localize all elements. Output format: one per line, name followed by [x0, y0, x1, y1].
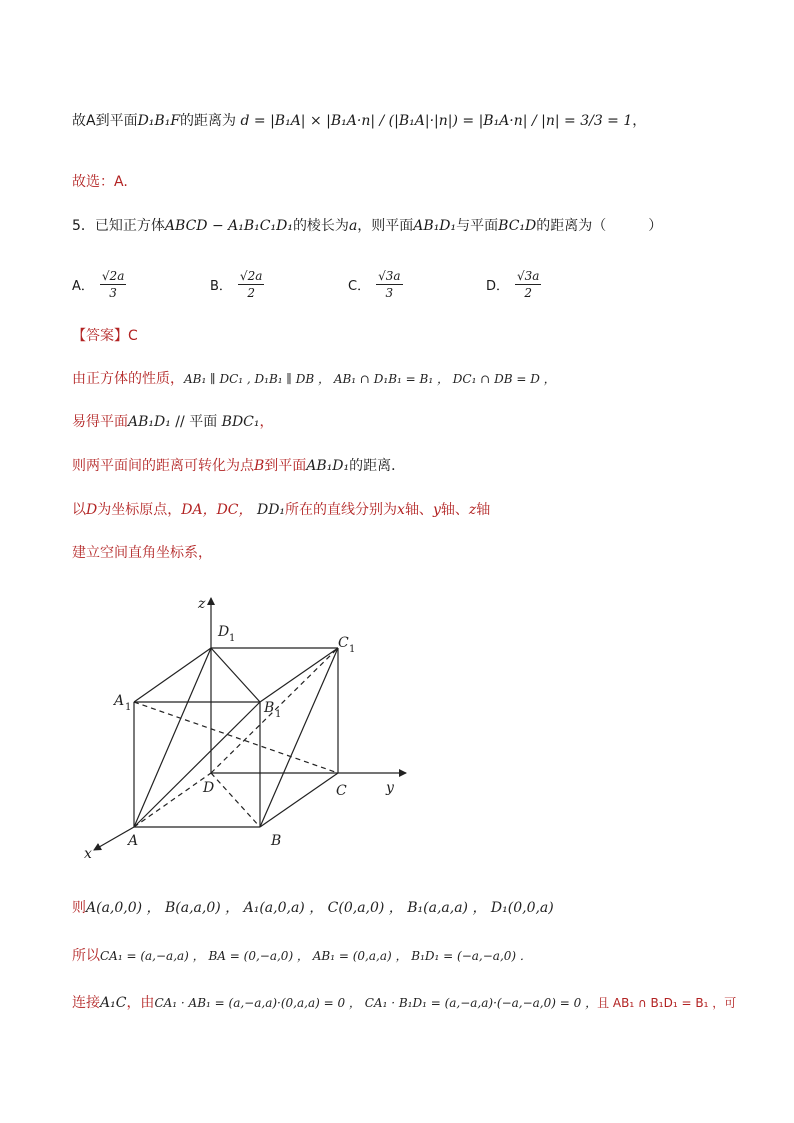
distance-result-line [72, 111, 646, 131]
option-b [210, 268, 266, 301]
step-3-mid: 到平面 [264, 458, 307, 474]
hidden-db [211, 773, 260, 827]
step-3 [72, 456, 405, 476]
cube-figure [80, 592, 420, 864]
step-6 [72, 898, 554, 918]
label-x: x [84, 846, 92, 862]
distance-formula: d = |B₁A| × |B₁A·n| / (|B₁A|·|n|) = |B₁A·n| / |n| = 3/3 = 1 [240, 113, 633, 129]
label-d1-sub: 1 [229, 633, 236, 644]
label-a1: A [114, 693, 125, 709]
answer-tag: 【答案】 [72, 328, 128, 344]
step-8-mid: ，由 [126, 995, 155, 1011]
step-6-text: 则 [72, 900, 86, 916]
question-plane2: BC₁D [498, 218, 537, 234]
step-4-origin: D [86, 502, 98, 518]
step-1-text: 由正方体的性质， [72, 371, 184, 387]
question-plane1: AB₁D₁ [413, 218, 457, 234]
answer-value: C [128, 328, 138, 344]
question-text-e: 的距离为（ ） [536, 218, 663, 234]
option-b-label: B． [210, 279, 232, 294]
step-3-point: B [254, 458, 265, 474]
step-7-text: 所以 [72, 948, 100, 964]
option-d-fraction [515, 268, 541, 301]
step-4-text: 以 [72, 502, 86, 518]
step-4-z: z [468, 502, 477, 518]
step-4-t3: 轴、 [404, 502, 433, 518]
step-3-plane: AB₁D₁ [306, 458, 350, 474]
step-3-end: 的距离． [349, 458, 406, 474]
step-4-mid: 为坐标原点， [97, 502, 182, 518]
option-a-fraction [100, 268, 126, 301]
choose-line: 故选：A. [72, 174, 128, 190]
step-4 [72, 500, 490, 520]
option-d-label: D． [486, 279, 510, 294]
option-c-label: C． [348, 279, 371, 294]
line-ab1 [134, 702, 260, 827]
label-c: C [336, 783, 347, 799]
option-c-fraction [376, 268, 402, 301]
step-2-plane2: BDC₁ [221, 414, 260, 430]
label-d1: D [218, 624, 230, 640]
option-b-num: √2a [239, 269, 263, 283]
option-d-num: √3a [517, 269, 540, 283]
label-y: y [386, 780, 394, 796]
distance-prefix: 故A到平面 [72, 113, 138, 129]
step-7-math: CA₁ = (a,−a,a) ， BA = (0,−a,0) ， AB₁ = (0,a,a) ， B₁D₁ = (−a,−a,0) ． [100, 949, 532, 963]
step-2-text: 易得平面 [72, 414, 128, 430]
label-b: B [271, 833, 282, 849]
label-b1-sub: 1 [275, 709, 282, 720]
option-b-den: 2 [247, 286, 255, 300]
question-a: a [348, 218, 358, 234]
step-6-math: A(a,0,0) ， B(a,a,0) ， A₁(a,0,a) ， C(0,a,0) ， B₁(a,a,a) ， D₁(0,0,a) [86, 900, 554, 916]
question-cube: ABCD − A₁B₁C₁D₁ [164, 218, 293, 234]
line-d1b1 [211, 648, 260, 702]
step-7 [72, 946, 532, 966]
step-5: 建立空间直角坐标系， [72, 545, 212, 561]
distance-suffix: ， [632, 113, 647, 129]
option-d-den: 2 [524, 286, 533, 300]
question-text-a: 已知正方体 [94, 218, 165, 234]
question-text-c: ，则平面 [357, 218, 414, 234]
step-4-y: y [432, 502, 441, 518]
step-4-dd1: DD₁ [256, 502, 286, 518]
step-2-end: ， [259, 414, 274, 430]
option-a-den: 3 [109, 286, 117, 300]
option-b-fraction [238, 268, 264, 301]
step-4-t5: 轴 [476, 502, 491, 518]
question-5 [72, 216, 662, 236]
step-1 [72, 369, 556, 389]
step-2 [72, 412, 274, 432]
option-a [72, 268, 128, 301]
step-8-end: 且 AB₁ ∩ B₁D₁ = B₁ ，可 [597, 996, 737, 1010]
step-8-text: 连接 [72, 995, 100, 1011]
label-z: z [198, 596, 206, 612]
option-c [348, 268, 405, 301]
label-a: A [128, 833, 139, 849]
option-d [486, 268, 543, 301]
label-b1: B [264, 700, 275, 716]
label-c1-sub: 1 [349, 644, 356, 655]
label-c1: C [338, 635, 349, 651]
question-text-d: 与平面 [456, 218, 499, 234]
label-a1-sub: 1 [125, 702, 132, 713]
step-8-a1c: A₁C [100, 995, 127, 1011]
option-c-den: 3 [385, 286, 394, 300]
step-8-math: CA₁ · AB₁ = (a,−a,a)·(0,a,a) = 0 ， CA₁ · B₁D₁ = (a,−a,a)·(−a,−a,0) = 0 ， [154, 996, 598, 1010]
step-2-plane1: AB₁D₁ [128, 414, 171, 430]
label-d: D [203, 780, 215, 796]
step-4-x: x [397, 502, 405, 518]
step-3-text: 则两平面间的距离可转化为点 [72, 458, 254, 474]
option-a-num: √2a [101, 269, 125, 283]
step-2-mid: // 平面 [170, 414, 222, 430]
answer-line [72, 326, 138, 346]
step-4-text2: 所在的直线分别为 [285, 502, 398, 518]
option-c-num: √3a [378, 269, 401, 283]
option-a-label: A． [72, 279, 94, 294]
hidden-a1c [134, 702, 338, 773]
step-1-math: AB₁ ∥ DC₁ , D₁B₁ ∥ DB ， AB₁ ∩ D₁B₁ = B₁ ， DC₁ ∩ DB = D ， [184, 372, 556, 386]
step-4-axes: DA，DC， [181, 502, 253, 518]
question-number: 5． [72, 218, 95, 234]
distance-mid: 的距离为 [180, 113, 237, 129]
step-4-t4: 轴、 [440, 502, 469, 518]
question-text-b: 的棱长为 [292, 218, 349, 234]
step-8 [72, 993, 736, 1013]
plane-name: D₁B₁F [137, 113, 181, 129]
